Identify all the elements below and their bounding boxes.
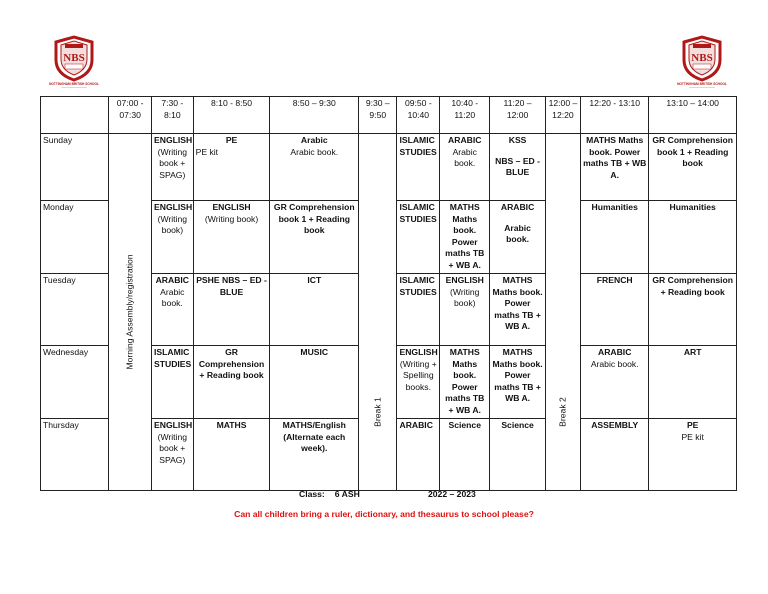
lesson-cell: GR Comprehension book 1 + Reading book — [270, 201, 359, 274]
break-1-label: Break 1 — [372, 396, 383, 427]
lesson-cell: GR Comprehension book 1 + Reading book — [649, 134, 737, 201]
time-header-row — [41, 97, 737, 134]
timetable — [40, 96, 737, 491]
lesson-cell: ENGLISH (Writing book) — [440, 274, 490, 346]
academic-year: 2022 – 2023 — [428, 489, 476, 499]
lesson-cell: MATHS Maths book. Power maths TB + WB A. — [440, 201, 490, 274]
lesson-cell: PE PE kit — [193, 134, 270, 201]
lesson-cell: ENGLISH (Writing book) — [193, 201, 270, 274]
lesson-cell: ARABIC Arabic book. — [490, 201, 546, 274]
lesson-cell: Humanities — [581, 201, 649, 274]
time-slot: 07:00 - 07:30 — [109, 97, 152, 134]
day-label: Tuesday — [41, 274, 109, 346]
class-info — [299, 489, 360, 499]
school-logo-right — [676, 34, 728, 90]
time-slot: 8:50 – 9:30 — [270, 97, 359, 134]
lesson-cell: ISLAMIC STUDIES — [397, 274, 440, 346]
lesson-cell: Humanities — [649, 201, 737, 274]
school-logo-left — [48, 34, 100, 90]
lesson-cell: ARABIC Arabic book. — [152, 274, 194, 346]
day-label: Thursday — [41, 419, 109, 491]
lesson-cell: Science — [440, 419, 490, 491]
corner-cell — [41, 97, 109, 134]
school-name-arabic: ──────────── — [61, 85, 87, 89]
time-slot: 10:40 - 11:20 — [440, 97, 490, 134]
lesson-cell: GR Comprehension + Reading book — [649, 274, 737, 346]
logo-text: NBS — [691, 52, 713, 64]
lesson-cell: KSS NBS – ED - BLUE — [490, 134, 546, 201]
morning-assembly-cell — [109, 134, 152, 491]
time-slot: 9:30 – 9:50 — [359, 97, 397, 134]
lesson-cell: MATHS Maths book. Power maths TB + WB A. — [490, 346, 546, 419]
lesson-cell: Arabic Arabic book. — [270, 134, 359, 201]
lesson-cell: ASSEMBLY — [581, 419, 649, 491]
lesson-cell: MATHS/English (Alternate each week). — [270, 419, 359, 491]
break-2-label: Break 2 — [557, 396, 568, 427]
lesson-cell: ICT — [270, 274, 359, 346]
lesson-cell: ARABIC Arabic book. — [581, 346, 649, 419]
lesson-cell: MUSIC — [270, 346, 359, 419]
equipment-note: Can all children bring a ruler, dictionary, and thesaurus to school please? — [234, 509, 534, 519]
lesson-cell: ENGLISH (Writing book) — [152, 201, 194, 274]
lesson-cell: MATHS Maths book. Power maths TB + WB A. — [581, 134, 649, 201]
day-label: Sunday — [41, 134, 109, 201]
lesson-cell: ISLAMIC STUDIES — [152, 346, 194, 419]
lesson-cell: ARABIC Arabic book. — [440, 134, 490, 201]
lesson-cell: MATHS Maths book. Power maths TB + WB A. — [490, 274, 546, 346]
lesson-cell: PSHE NBS – ED - BLUE — [193, 274, 270, 346]
class-value: 6 ASH — [334, 489, 360, 499]
time-slot: 11:20 – 12:00 — [490, 97, 546, 134]
lesson-cell: ISLAMIC STUDIES — [397, 201, 440, 274]
lesson-cell: MATHS — [193, 419, 270, 491]
break-2-cell — [545, 134, 580, 491]
time-slot: 7:30 - 8:10 — [152, 97, 194, 134]
morning-assembly-label: Morning Assembly/registration — [124, 254, 135, 370]
lesson-cell: GR Comprehension + Reading book — [193, 346, 270, 419]
time-slot: 12:20 - 13:10 — [581, 97, 649, 134]
lesson-cell: ENGLISH (Writing book + SPAG) — [152, 134, 194, 201]
lesson-cell: ISLAMIC STUDIES — [397, 134, 440, 201]
day-label: Wednesday — [41, 346, 109, 419]
day-label: Monday — [41, 201, 109, 274]
lesson-cell: PE PE kit — [649, 419, 737, 491]
break-1-cell — [359, 134, 397, 491]
time-slot: 8:10 - 8:50 — [193, 97, 270, 134]
school-name: NOTTINGHAM BRITISH SCHOOL — [49, 82, 99, 86]
logo-text: NBS — [63, 52, 85, 64]
lesson-cell: ARABIC — [397, 419, 440, 491]
lesson-cell: ENGLISH (Writing + Spelling books. — [397, 346, 440, 419]
time-slot: 12:00 – 12:20 — [545, 97, 580, 134]
lesson-cell: FRENCH — [581, 274, 649, 346]
school-name-arabic: ──────────── — [689, 85, 715, 89]
lesson-cell: ENGLISH (Writing book + SPAG) — [152, 419, 194, 491]
day-row — [41, 134, 737, 201]
lesson-cell: ART — [649, 346, 737, 419]
school-name: NOTTINGHAM BRITISH SCHOOL — [677, 82, 727, 86]
time-slot: 09:50 - 10:40 — [397, 97, 440, 134]
lesson-cell: MATHS Maths book. Power maths TB + WB A. — [440, 346, 490, 419]
class-label: Class: — [299, 489, 325, 499]
lesson-cell: Science — [490, 419, 546, 491]
time-slot: 13:10 – 14:00 — [649, 97, 737, 134]
